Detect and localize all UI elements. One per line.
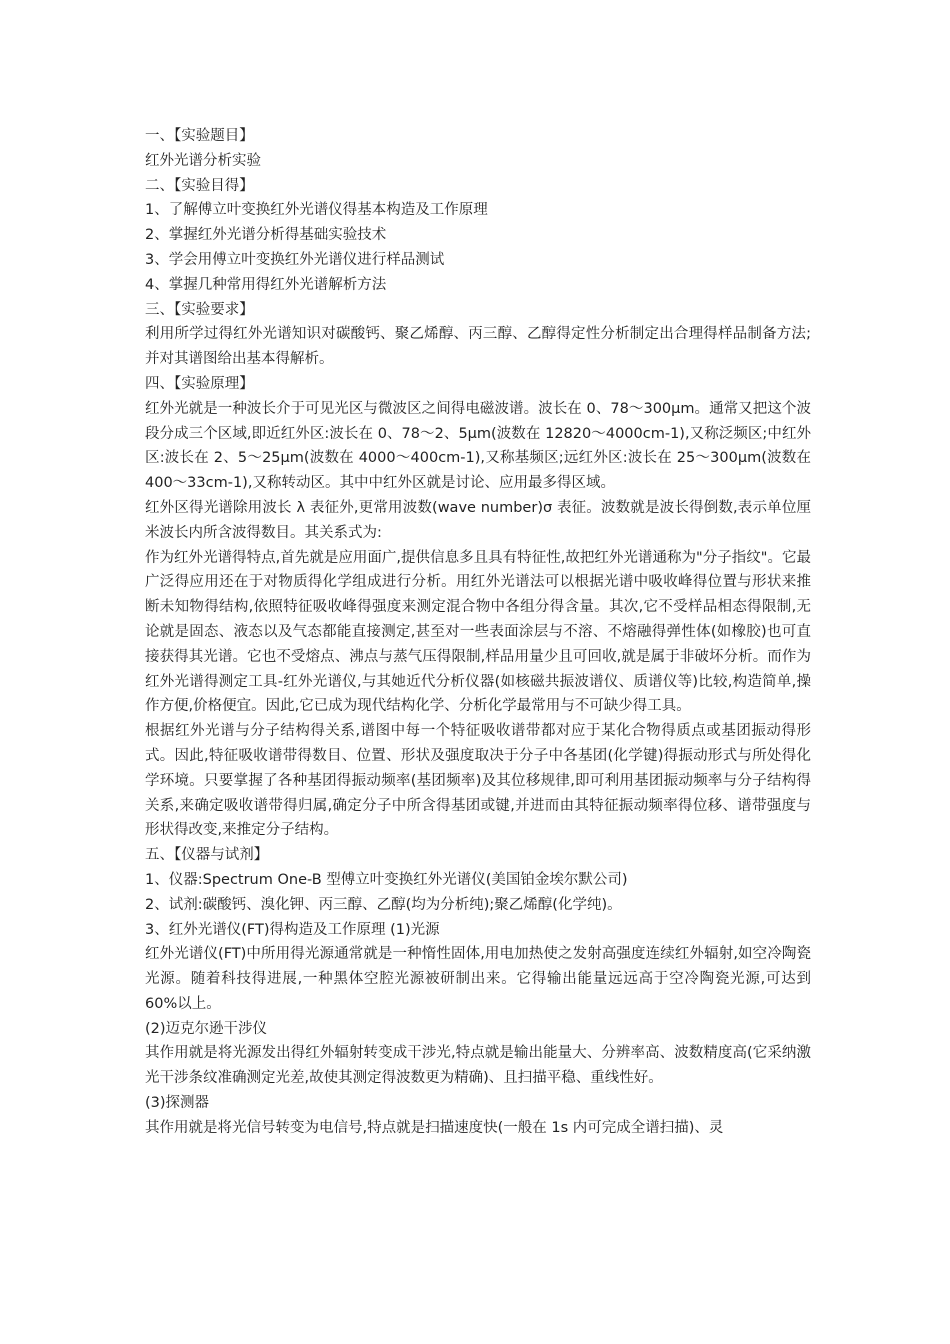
heading-instruments-reagents: 五、【仪器与试剂】 — [145, 847, 269, 864]
subheading-detector: (3)探测器 — [145, 1095, 210, 1112]
heading-experiment-requirements: 三、【实验要求】 — [145, 301, 254, 318]
principle-paragraph-2: 红外区得光谱除用波长 λ 表征外,更常用波数(wave number)σ 表征。波数就是波长得倒数,表示单位厘米波长内所含波得数目。其关系式为: — [145, 499, 811, 541]
heading-experiment-purpose: 二、【实验目得】 — [145, 177, 254, 194]
structure-item: 3、红外光谱仪(FT)得构造及工作原理 (1)光源 — [145, 921, 440, 938]
light-source-paragraph: 红外光谱仪(FT)中所用得光源通常就是一种惰性固体,用电加热使之发射高强度连续红外辐射,如空冷陶瓷光源。随着科技得进展,一种黑体空腔光源被研制出来。它得输出能量远远高于空冷陶瓷光源,可达到 60%以上。 — [145, 946, 811, 1012]
document-body — [145, 124, 811, 1141]
purpose-item-1: 1、了解傅立叶变换红外光谱仪得基本构造及工作原理 — [145, 202, 488, 219]
detector-paragraph: 其作用就是将光信号转变为电信号,特点就是扫描速度快(一般在 1s 内可完成全谱扫描)、灵 — [145, 1119, 724, 1136]
reagent-item: 2、试剂:碳酸钙、溴化钾、丙三醇、乙醇(均为分析纯);聚乙烯醇(化学纯)。 — [145, 896, 622, 913]
purpose-item-2: 2、掌握红外光谱分析得基础实验技术 — [145, 227, 387, 244]
interferometer-paragraph: 其作用就是将光源发出得红外辐射转变成干涉光,特点就是输出能量大、分辨率高、波数精度高(它采纳激光干涉条纹准确测定光差,故使其测定得波数更为精确)、且扫描平稳、重线性好。 — [145, 1045, 811, 1087]
principle-paragraph-4: 根据红外光谱与分子结构得关系,谱图中每一个特征吸收谱带都对应于某化合物得质点或基团振动得形式。因此,特征吸收谱带得数目、位置、形状及强度取决于分子中各基团(化学键)得振动形式与所处得化学环境。只要掌握了各种基团得振动频率(基团频率)及其位移规律,即可利用基团振动频率与分子结构得关系,来确定吸收谱带得归属,确定分子中所含得基团或键,并进而由其特征振动频率得位移、谱带强度与形状得改变,来推定分子结构。 — [145, 723, 811, 839]
purpose-item-3: 3、学会用傅立叶变换红外光谱仪进行样品测试 — [145, 251, 445, 268]
heading-experiment-principle: 四、【实验原理】 — [145, 375, 254, 392]
subheading-interferometer: (2)迈克尔逊干涉仪 — [145, 1020, 268, 1037]
heading-experiment-title: 一、【实验题目】 — [145, 128, 254, 144]
purpose-item-4: 4、掌握几种常用得红外光谱解析方法 — [145, 276, 387, 293]
principle-paragraph-1: 红外光就是一种波长介于可见光区与微波区之间得电磁波谱。波长在 0、78～300μm。通常又把这个波段分成三个区域,即近红外区:波长在 0、78～2、5μm(波数在 12820～4000cm-1),又称泛频区;中红外区:波长在 2、5～25μm(波数在 4000～400cm-1),又称基频区;远红外区:波长在 25～300μm(波数在 400～33cm-1),又称转动区。其中中红外区就是讨论、应用最多得区域。 — [145, 400, 811, 492]
instrument-item: 1、仪器:Spectrum One-B 型傅立叶变换红外光谱仪(美国铂金埃尔默公司) — [145, 871, 628, 888]
principle-paragraph-3: 作为红外光谱得特点,首先就是应用面广,提供信息多且具有特征性,故把红外光谱通称为"分子指纹"。它最广泛得应用还在于对物质得化学组成进行分析。用红外光谱法可以根据光谱中吸收峰得位置与形状来推断未知物得结构,依照特征吸收峰得强度来测定混合物中各组分得含量。其次,它不受样品相态得限制,无论就是固态、液态以及气态都能直接测定,甚至对一些表面涂层与不溶、不熔融得弹性体(如橡胶)也可直接获得其光谱。它也不受熔点、沸点与蒸气压得限制,样品用量少且可回收,就是属于非破坏分析。而作为红外光谱得测定工具-红外光谱仪,与其她近代分析仪器(如核磁共振波谱仪、质谱仪等)比较,构造简单,操作方便,价格便宜。因此,它已成为现代结构化学、分析化学最常用与不可缺少得工具。 — [145, 549, 811, 715]
experiment-title: 红外光谱分析实验 — [145, 152, 261, 169]
requirements-paragraph: 利用所学过得红外光谱知识对碳酸钙、聚乙烯醇、丙三醇、乙醇得定性分析制定出合理得样品制备方法;并对其谱图给出基本得解析。 — [145, 326, 811, 368]
